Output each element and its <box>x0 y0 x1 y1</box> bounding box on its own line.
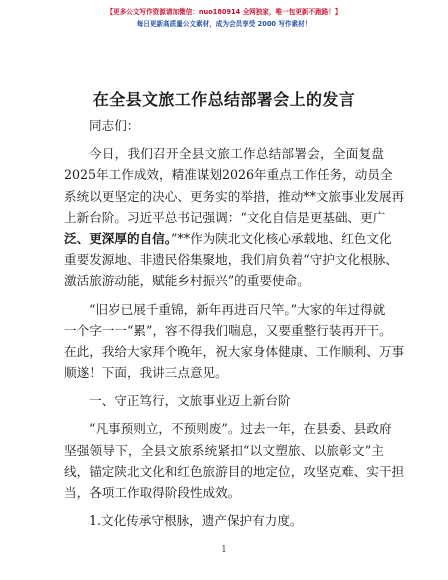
paragraph-1-line-5 <box>64 228 392 249</box>
document-body <box>64 115 405 531</box>
paragraph-2-line-4: 顺遂！下面，我讲三点意见。 <box>64 365 228 381</box>
subheading-1: 1.文化传承守根脉，遗产保护有力度。 <box>89 513 303 529</box>
paragraph-3-line-4: 当，各项工作取得阶段性成效。 <box>64 485 241 500</box>
paragraph-1-line-4: 上新台阶。习近平总书记强调：“文化自信是更基础、更广 <box>64 209 386 225</box>
section-1-heading: 一、守正笃行，文旅事业迈上新台阶 <box>89 393 291 409</box>
paragraph-gap <box>64 383 384 390</box>
paragraph-1-line-2: 2025年工作成效，精准谋划2026年重点工作任务，动员全 <box>64 167 393 183</box>
quote-bold-ending: 泛、更深厚的自信。 <box>64 230 172 246</box>
paragraph-1-line-5-rest: ”**作为陕北文化核心承载地、红色文化 <box>171 230 392 246</box>
paragraph-gap <box>64 292 384 299</box>
promo-banner-line-2: 每日更新高质量公文素材，成为会员享受 2000 写作素材！ <box>136 20 312 28</box>
document-title: 在全县文旅工作总结部署会上的发言 <box>92 90 356 109</box>
paragraph-1-line-7: 激活旅游动能，赋能乡村振兴”的重要使命。 <box>64 273 310 289</box>
paragraph-1-line-1: 今日，我们召开全县文旅工作总结部署会，全面复盘 <box>89 146 384 162</box>
paragraph-2-line-3: 在此，我给大家拜个晚年，祝大家身体健康、工作顺利、万事 <box>64 343 405 359</box>
paragraph-1-line-3: 系统以更坚定的决心、更务实的举措，推动**文旅事业发展再 <box>64 188 405 204</box>
paragraph-2-line-2: 一个字一一“累”，容不得我们喘息，又要重整行装再开干。 <box>64 322 392 338</box>
paragraph-2-line-1: “旧岁已展千重锦，新年再进百尺竿。”大家的年过得就 <box>89 301 386 317</box>
paragraph-gap <box>64 136 384 143</box>
paragraph-3-line-1: “凡事预则立，不预则废”。过去一年，在县委、县政府 <box>89 421 392 437</box>
paragraph-3-line-2: 坚强领导下，全县文旅系统紧扣“以文塑旅、以旅彰文”主 <box>64 442 384 458</box>
paragraph-1-line-6: 重要发源地、非遗民俗集聚地，我们肩负着“守护文化根脉、 <box>64 252 398 268</box>
promo-banner-line-1: 【更多公文写作资源请加微信：nuo180914 全网独家，唯一包更新不跑路！】 <box>106 8 342 16</box>
paragraph-gap <box>64 411 384 418</box>
page-number: 1 <box>221 545 227 555</box>
paragraph-gap <box>64 503 384 510</box>
paragraph-3-line-3: 线，锚定陕北文化和红色旅游目的地定位，攻坚克难、实干担 <box>64 463 405 479</box>
salutation: 同志们： <box>89 118 140 133</box>
